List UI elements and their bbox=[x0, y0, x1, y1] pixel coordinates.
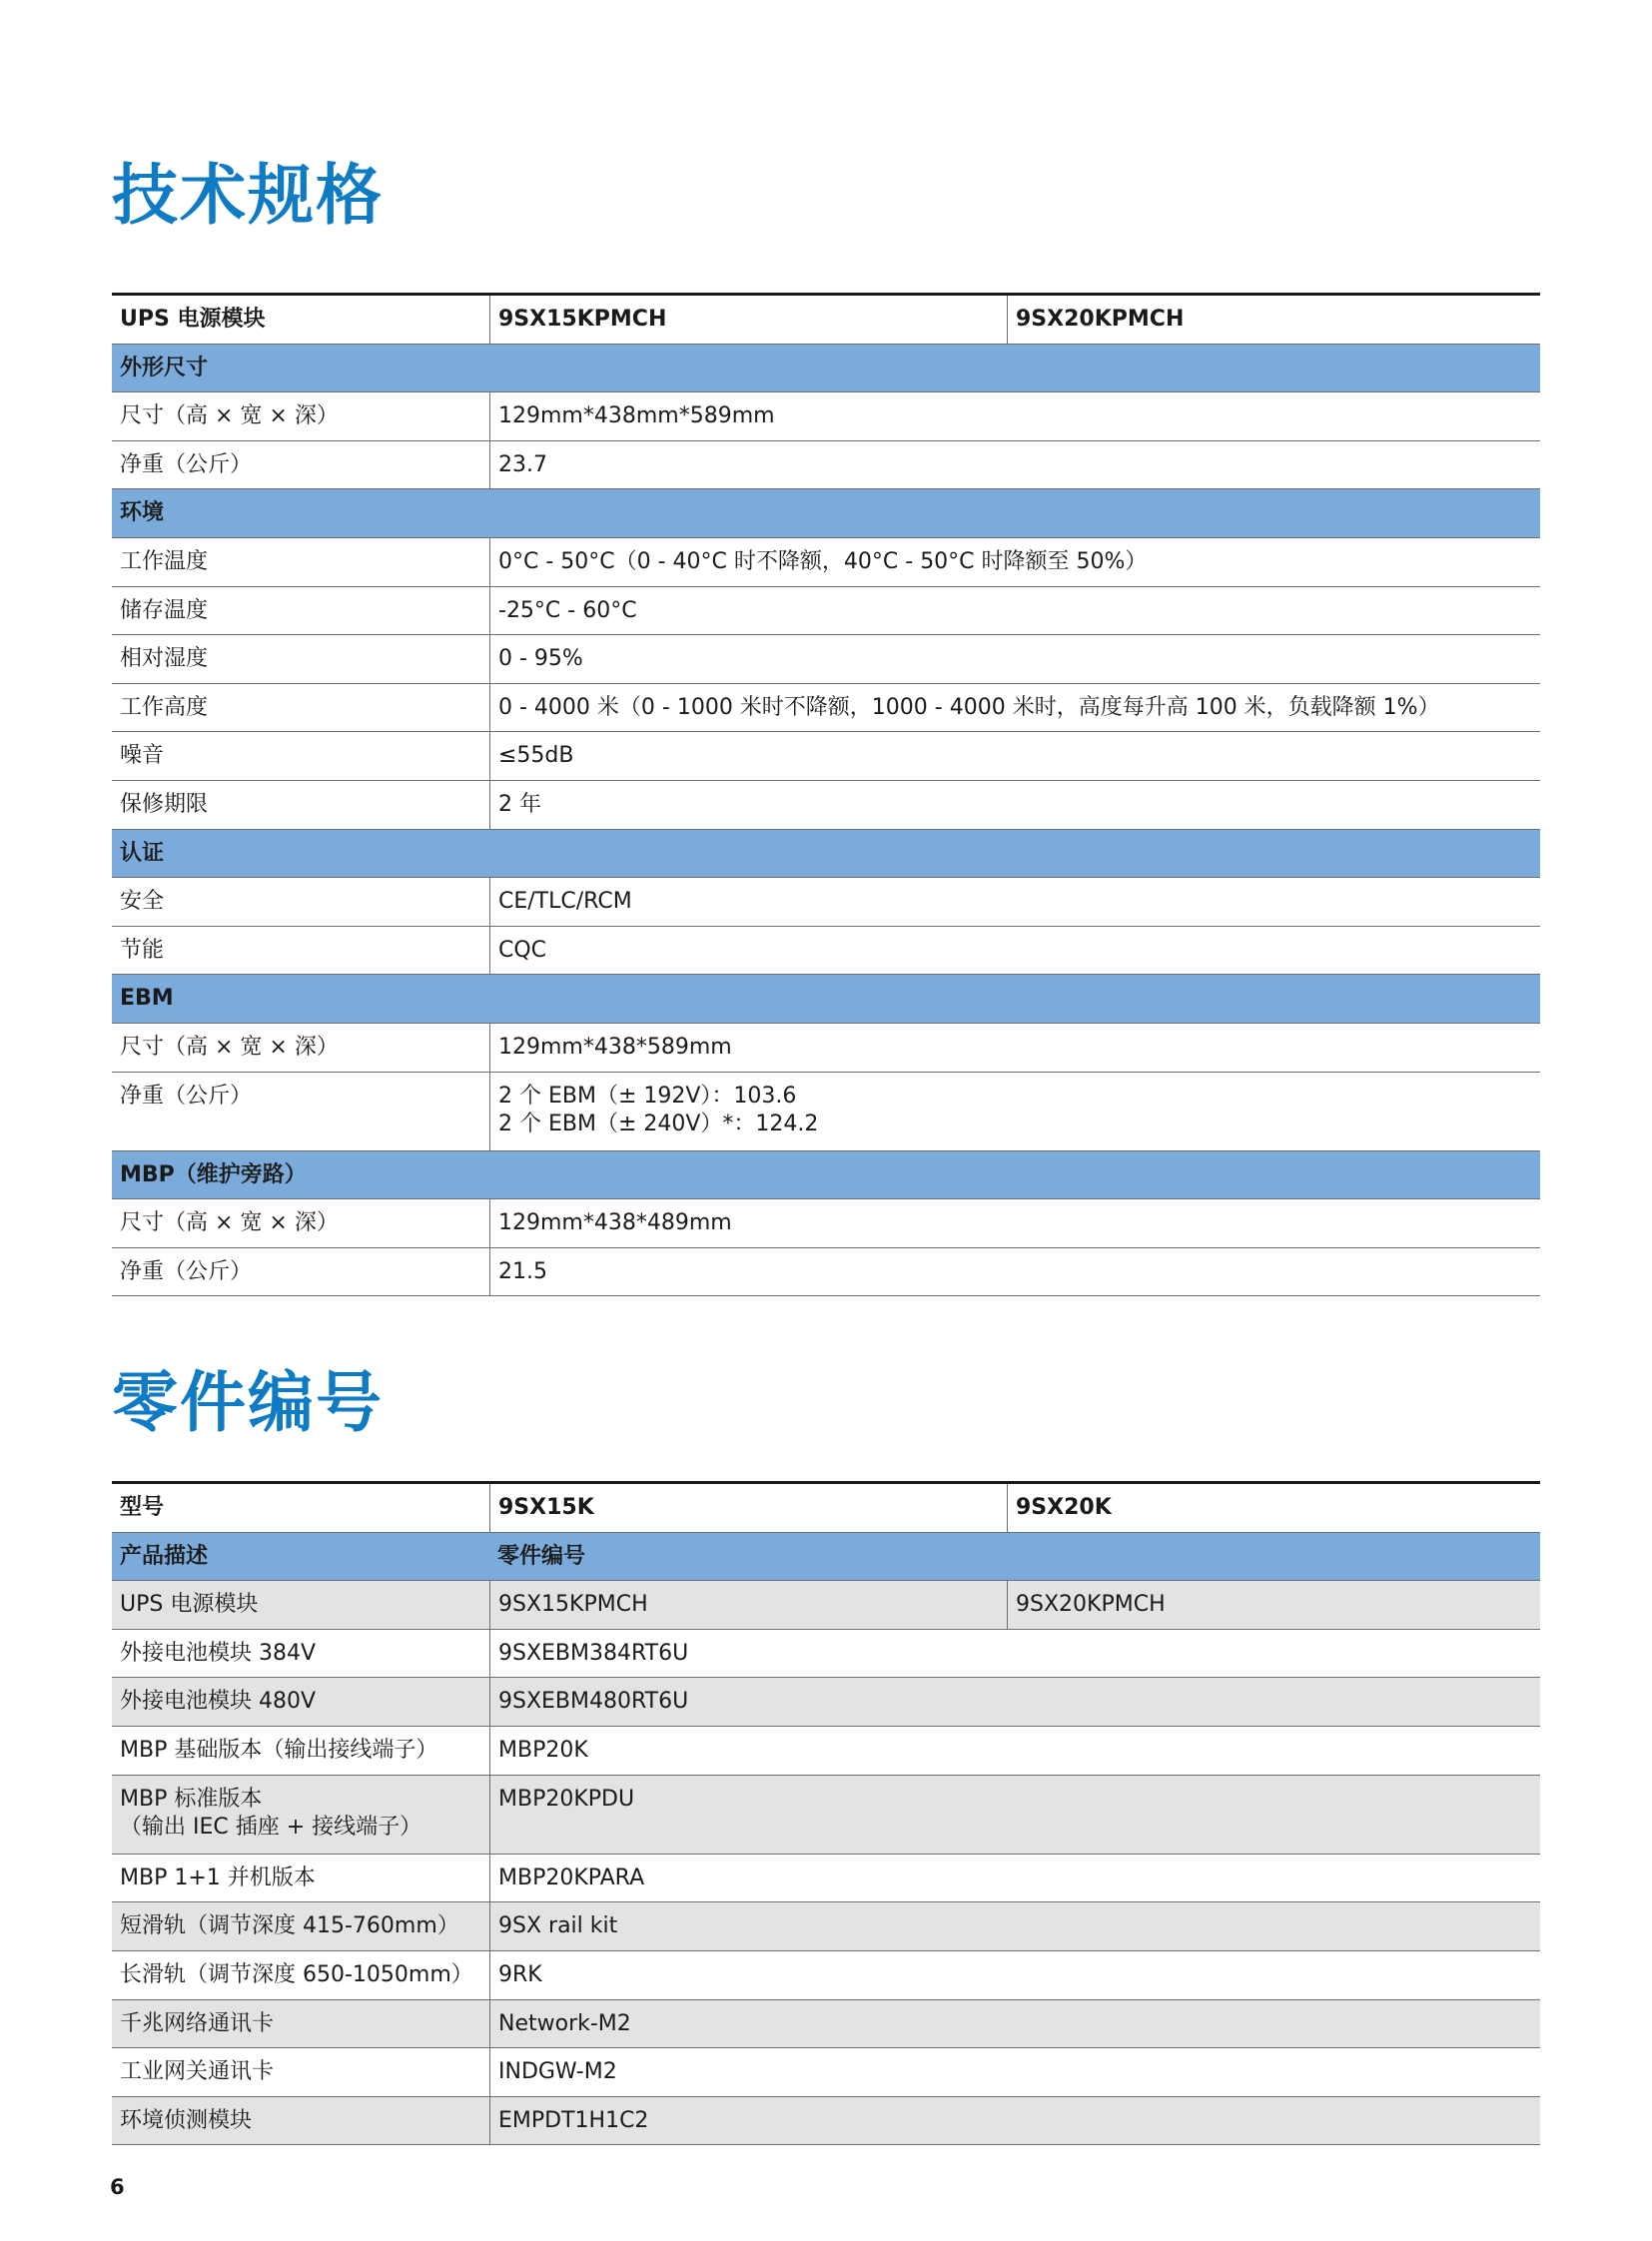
value-line: 2 个 EBM（± 192V）：103.6 bbox=[498, 1083, 797, 1109]
row-value: 129mm*438*489mm bbox=[489, 1199, 1540, 1247]
section-heading: 认证 bbox=[120, 840, 165, 866]
header-cell: 型号 bbox=[120, 1495, 165, 1520]
part-description: 千兆网络通讯卡 bbox=[120, 2010, 275, 2036]
row-label: 工作温度 bbox=[120, 548, 209, 574]
part-description: 长滑轨（调节深度 650-1050mm） bbox=[120, 1961, 473, 1987]
table-row bbox=[112, 684, 1540, 733]
part-number: 9SXEBM384RT6U bbox=[489, 1630, 1540, 1678]
row-value: 129mm*438*589mm bbox=[489, 1024, 1540, 1072]
header-cell: 9SX20K bbox=[1007, 1484, 1540, 1532]
part-description: MBP 1+1 并机版本 bbox=[120, 1865, 316, 1890]
section-heading: 外形尺寸 bbox=[120, 355, 209, 380]
table-row bbox=[112, 2048, 1540, 2097]
part-number: 9RK bbox=[489, 1951, 1540, 1999]
row-label: 节能 bbox=[120, 937, 165, 963]
parts-table bbox=[112, 1481, 1540, 2145]
row-value: ≤55dB bbox=[489, 732, 1540, 780]
row-label: 尺寸（高 × 宽 × 深） bbox=[120, 403, 339, 429]
description-line: （输出 IEC 插座 + 接线端子） bbox=[120, 1815, 422, 1841]
subheader-cell: 零件编号 bbox=[497, 1543, 586, 1569]
parts-header-row bbox=[112, 1484, 1540, 1533]
table-row bbox=[112, 1199, 1540, 1248]
row-label: 净重（公斤） bbox=[120, 1083, 253, 1109]
part-description: MBP 基础版本（输出接线端子） bbox=[120, 1737, 438, 1763]
part-description: 短滑轨（调节深度 415-760mm） bbox=[120, 1913, 459, 1939]
row-value: 0 - 95% bbox=[489, 635, 1540, 683]
table-row bbox=[112, 2097, 1540, 2146]
row-label: 尺寸（高 × 宽 × 深） bbox=[120, 1034, 339, 1060]
header-cell: 9SX15K bbox=[489, 1484, 1007, 1532]
table-row bbox=[112, 1630, 1540, 1679]
part-description: 工业网关通讯卡 bbox=[120, 2059, 275, 2085]
header-cell: UPS 电源模块 bbox=[120, 307, 266, 332]
table-row bbox=[112, 1902, 1540, 1951]
specs-title: 技术规格 bbox=[112, 157, 384, 234]
table-row bbox=[112, 1951, 1540, 2000]
row-value: 0°C - 50°C（0 - 40°C 时不降额，40°C - 50°C 时降额至 50%） bbox=[489, 538, 1540, 586]
section-heading: EBM bbox=[120, 986, 174, 1012]
row-value: 0 - 4000 米（0 - 1000 米时不降额，1000 - 4000 米时，高度每升高 100 米，负载降额 1%） bbox=[489, 684, 1540, 732]
row-value: 21.5 bbox=[489, 1248, 1540, 1296]
part-number: Network-M2 bbox=[489, 2000, 1540, 2048]
table-row bbox=[112, 587, 1540, 636]
row-value bbox=[489, 1073, 1540, 1150]
row-label: 噪音 bbox=[120, 743, 165, 769]
section-heading: 环境 bbox=[120, 500, 165, 526]
row-value: 23.7 bbox=[489, 441, 1540, 489]
table-row bbox=[112, 927, 1540, 976]
part-description: 环境侦测模块 bbox=[120, 2107, 253, 2133]
table-row bbox=[112, 1855, 1540, 1903]
row-value: 2 年 bbox=[489, 781, 1540, 829]
part-number: 9SXEBM480RT6U bbox=[489, 1678, 1540, 1726]
table-row bbox=[112, 732, 1540, 781]
header-cell: 9SX20KPMCH bbox=[1007, 296, 1540, 344]
parts-title: 零件编号 bbox=[112, 1364, 384, 1441]
subheader-cell: 产品描述 bbox=[120, 1543, 209, 1569]
specs-table bbox=[112, 293, 1540, 1296]
table-row bbox=[112, 1678, 1540, 1727]
table-row bbox=[112, 1776, 1540, 1855]
description-line: MBP 标准版本 bbox=[120, 1786, 263, 1812]
section-row-dimensions bbox=[112, 345, 1540, 393]
row-label: 保修期限 bbox=[120, 791, 209, 817]
part-number: MBP20KPARA bbox=[489, 1855, 1540, 1902]
part-description: 外接电池模块 384V bbox=[120, 1640, 317, 1666]
section-row-certification bbox=[112, 830, 1540, 879]
part-description: 外接电池模块 480V bbox=[120, 1689, 317, 1715]
value-line: 2 个 EBM（± 240V）*：124.2 bbox=[498, 1112, 819, 1137]
part-number: 9SX rail kit bbox=[489, 1902, 1540, 1950]
table-row bbox=[112, 1073, 1540, 1151]
section-row-ebm bbox=[112, 975, 1540, 1024]
parts-subheader-row bbox=[112, 1533, 1540, 1582]
section-heading: MBP（维护旁路） bbox=[120, 1161, 307, 1187]
row-label: 工作高度 bbox=[120, 694, 209, 720]
row-label: 储存温度 bbox=[120, 597, 209, 623]
row-value: 129mm*438mm*589mm bbox=[489, 392, 1540, 440]
table-row bbox=[112, 441, 1540, 490]
row-value: CE/TLC/RCM bbox=[489, 878, 1540, 926]
table-row bbox=[112, 878, 1540, 927]
part-number: INDGW-M2 bbox=[489, 2048, 1540, 2096]
part-description: UPS 电源模块 bbox=[120, 1592, 259, 1618]
specs-header-row bbox=[112, 296, 1540, 345]
part-description bbox=[112, 1776, 489, 1854]
row-label: 相对湿度 bbox=[120, 646, 209, 672]
row-value: CQC bbox=[489, 927, 1540, 975]
table-row bbox=[112, 2000, 1540, 2049]
part-number: MBP20KPDU bbox=[489, 1776, 1540, 1854]
header-cell: 9SX15KPMCH bbox=[489, 296, 1007, 344]
section-row-environment bbox=[112, 489, 1540, 538]
part-number: EMPDT1H1C2 bbox=[489, 2097, 1540, 2145]
part-number: 9SX15KPMCH bbox=[489, 1581, 1007, 1629]
table-row bbox=[112, 1248, 1540, 1297]
page-number: 6 bbox=[110, 2175, 125, 2199]
row-label: 安全 bbox=[120, 889, 165, 915]
section-row-mbp bbox=[112, 1151, 1540, 1200]
row-label: 净重（公斤） bbox=[120, 451, 253, 477]
row-value: -25°C - 60°C bbox=[489, 587, 1540, 635]
table-row bbox=[112, 635, 1540, 684]
part-number: MBP20K bbox=[489, 1727, 1540, 1775]
table-row bbox=[112, 781, 1540, 830]
row-label: 净重（公斤） bbox=[120, 1258, 253, 1284]
part-number: 9SX20KPMCH bbox=[1007, 1581, 1540, 1629]
table-row bbox=[112, 1727, 1540, 1776]
row-label: 尺寸（高 × 宽 × 深） bbox=[120, 1210, 339, 1236]
table-row bbox=[112, 1581, 1540, 1630]
table-row bbox=[112, 1024, 1540, 1073]
table-row bbox=[112, 538, 1540, 587]
table-row bbox=[112, 392, 1540, 441]
